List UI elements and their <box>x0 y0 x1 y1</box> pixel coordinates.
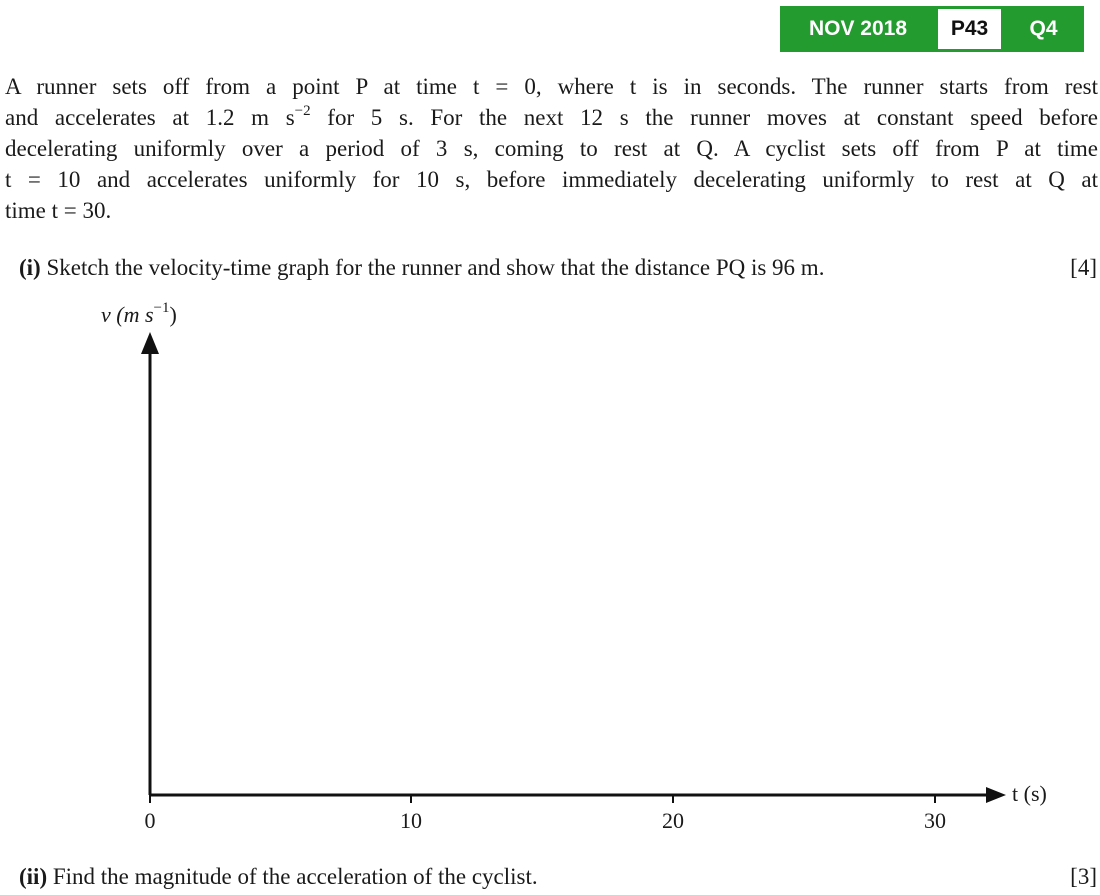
exam-session-label: NOV 2018 <box>808 17 908 40</box>
question-line-2-end: for 5 s. For the next 12 s the runner moves at constant speed before <box>310 105 1098 130</box>
x-tick-label: 30 <box>924 808 946 833</box>
question-line-1: A runner sets off from a point P at time t = 0, where t is in seconds. The runner starts from rest <box>5 74 1098 99</box>
x-tick-label: 10 <box>400 808 422 833</box>
paper-code-label: P43 <box>938 9 1001 49</box>
question-line-5: time t = 30. <box>5 198 112 223</box>
y-axis-label-close: ) <box>169 302 177 327</box>
part-ii-marks: [3] <box>1070 864 1097 889</box>
y-axis-label-exponent: −1 <box>153 300 170 316</box>
part-i-label: (i) <box>19 255 41 280</box>
x-axis-label: t (s) <box>1012 781 1047 806</box>
y-axis-arrowhead <box>141 332 159 354</box>
question-line-4: t = 10 and accelerates uniformly for 10 s, before immediately decelerating uniformly to rest at Q at <box>5 167 1098 192</box>
question-number-label: Q4 <box>1029 17 1058 40</box>
question-line-2-start: and accelerates at 1.2 m s <box>5 105 295 130</box>
question-line-2 <box>5 102 1098 133</box>
question-text <box>5 71 1098 226</box>
question-badge <box>780 6 1084 52</box>
unit-exponent: −2 <box>294 103 311 119</box>
part-i <box>19 255 824 281</box>
part-i-text: Sketch the velocity-time graph for the runner and show that the distance PQ is 96 m. <box>46 255 825 280</box>
question-line-3: decelerating uniformly over a period of 3 s, coming to rest at Q. A cyclist sets off from P at time <box>5 136 1098 161</box>
x-axis-arrowhead <box>986 787 1006 803</box>
part-ii-text: Find the magnitude of the acceleration of the cyclist. <box>52 864 538 889</box>
y-axis-label-text: v (m s <box>101 302 154 327</box>
x-tick-label: 0 <box>144 808 156 833</box>
part-ii-label: (ii) <box>19 864 48 889</box>
part-ii <box>19 864 538 890</box>
y-axis-label <box>101 302 177 328</box>
x-tick-label: 20 <box>662 808 684 833</box>
part-i-marks: [4] <box>1070 255 1097 280</box>
